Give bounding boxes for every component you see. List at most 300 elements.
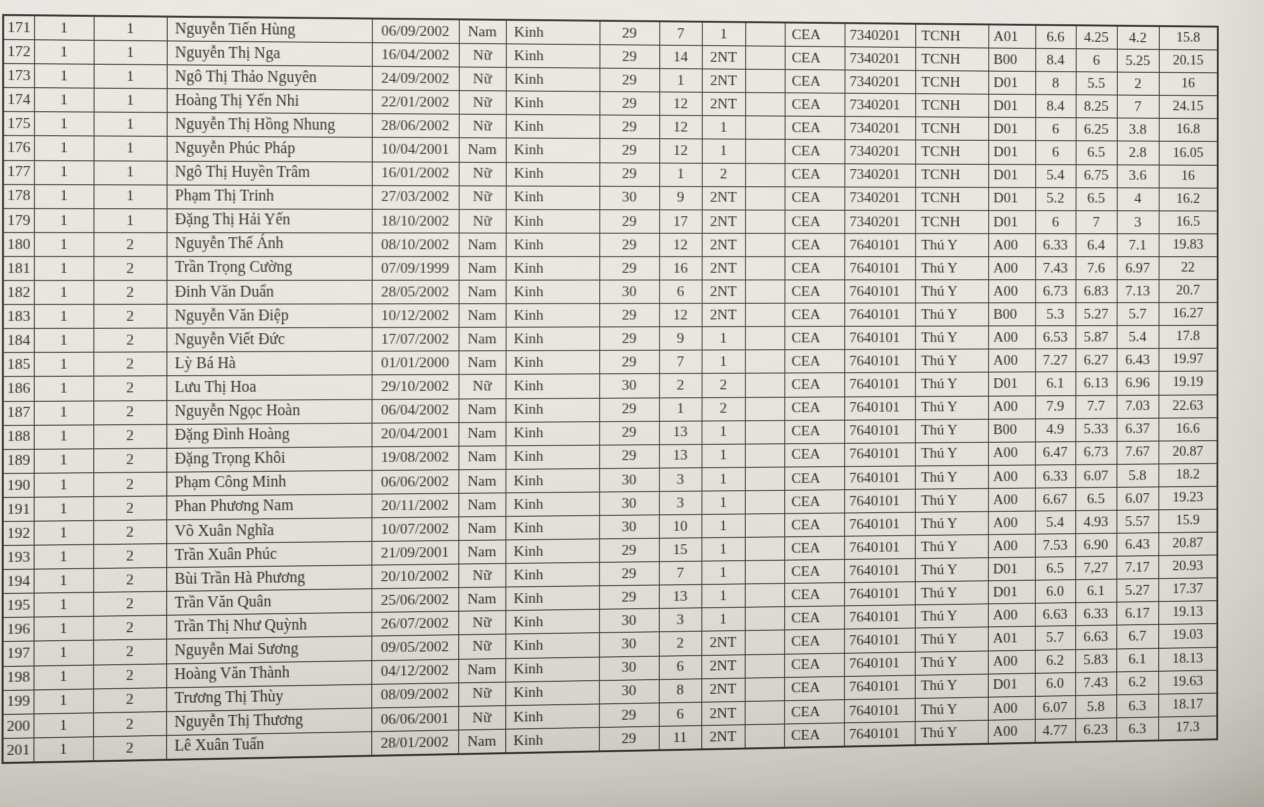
cell-major-code: 7640101 [844, 280, 915, 303]
cell-score-2: 6.73 [1075, 441, 1116, 464]
cell-group-2: 2 [93, 544, 166, 569]
cell-score-3: 4.2 [1117, 26, 1159, 50]
cell-major-name: Thú Y [915, 303, 988, 326]
cell-score-2: 7,27 [1075, 556, 1116, 580]
cell-score-2: 6.5 [1076, 141, 1117, 164]
cell-num-b: 9 [659, 327, 702, 351]
cell-num-b: 12 [659, 139, 702, 163]
cell-score-2: 4.93 [1075, 510, 1116, 534]
cell-ethnicity: Kinh [505, 727, 599, 753]
cell-row-number: 179 [3, 208, 34, 232]
cell-date-of-birth: 24/09/2002 [372, 67, 459, 91]
cell-num-b: 13 [659, 585, 702, 609]
cell-major-name: Thú Y [915, 396, 988, 420]
cell-score-3: 3 [1117, 211, 1159, 234]
cell-blank [745, 724, 784, 749]
cell-gender: Nam [458, 398, 505, 422]
cell-row-number: 184 [3, 329, 34, 353]
cell-major-name: TCNH [915, 24, 988, 48]
cell-total-score: 19.13 [1158, 601, 1217, 625]
cell-subject-block: D01 [988, 94, 1035, 117]
cell-subject-block: A00 [988, 442, 1035, 466]
cell-blank [745, 607, 784, 631]
cell-score-2: 6 [1076, 49, 1117, 72]
cell-unit: CEA [785, 93, 845, 117]
cell-blank [745, 584, 784, 608]
cell-gender: Nam [458, 658, 505, 682]
cell-group-1: 1 [34, 328, 94, 352]
cell-group-2: 2 [93, 687, 166, 712]
cell-major-name: Thú Y [915, 697, 988, 722]
cell-ethnicity: Kinh [505, 445, 599, 469]
cell-full-name: Lỳ Bá Hà [166, 352, 371, 377]
cell-score-1: 8.4 [1035, 95, 1075, 118]
cell-gender: Nữ [459, 186, 506, 210]
cell-subject-block: D01 [988, 372, 1035, 395]
cell-unit: CEA [785, 22, 845, 46]
cell-num-b: 13 [659, 444, 702, 468]
cell-group-1: 1 [33, 713, 93, 738]
cell-score-1: 6.1 [1035, 372, 1075, 395]
cell-unit: CEA [784, 327, 844, 351]
cell-date-of-birth: 09/05/2002 [371, 635, 458, 660]
cell-blank [745, 514, 784, 538]
cell-gender: Nữ [459, 162, 506, 186]
cell-ethnicity: Kinh [505, 680, 599, 705]
cell-total-score: 16 [1159, 73, 1218, 96]
cell-num-a: 29 [599, 139, 659, 163]
cell-gender: Nam [458, 446, 505, 470]
cell-row-number: 193 [3, 545, 34, 569]
cell-num-a: 29 [599, 726, 659, 751]
cell-subject-block: A00 [988, 326, 1035, 349]
cell-major-code: 7640101 [844, 628, 915, 652]
cell-score-2: 6.63 [1075, 625, 1116, 649]
cell-unit: CEA [784, 420, 844, 444]
cell-ethnicity: Kinh [506, 398, 600, 422]
cell-date-of-birth: 20/10/2002 [371, 564, 458, 589]
cell-group-2: 2 [93, 328, 166, 352]
cell-major-name: Thú Y [915, 349, 988, 372]
cell-major-name: Thú Y [915, 535, 988, 559]
cell-group-1: 1 [34, 352, 94, 376]
cell-blank [745, 22, 784, 46]
cell-num-b: 11 [659, 725, 702, 750]
cell-total-score: 16.27 [1159, 303, 1218, 326]
cell-unit: CEA [784, 513, 844, 537]
cell-unit: CEA [784, 257, 844, 280]
cell-date-of-birth: 10/12/2002 [372, 304, 459, 328]
cell-blank [745, 233, 784, 256]
cell-row-number: 201 [3, 738, 34, 763]
cell-group-1: 1 [34, 425, 94, 449]
cell-gender: Nam [459, 351, 506, 375]
cell-date-of-birth: 28/06/2002 [372, 114, 459, 138]
cell-num-a: 29 [599, 21, 659, 46]
cell-gender: Nữ [459, 67, 506, 91]
cell-full-name: Nguyễn Thế Ánh [167, 233, 372, 257]
cell-row-number: 186 [3, 377, 34, 401]
cell-major-name: Thú Y [915, 233, 988, 256]
cell-area-code: 2NT [702, 280, 745, 303]
cell-score-3: 6.2 [1116, 671, 1158, 695]
cell-major-name: Thú Y [915, 720, 988, 745]
cell-group-2: 1 [94, 40, 167, 65]
cell-score-1: 6.63 [1035, 603, 1075, 627]
cell-gender: Nam [459, 304, 506, 328]
cell-group-1: 1 [34, 521, 94, 546]
cell-full-name: Lê Xuân Tuấn [166, 731, 371, 759]
cell-group-1: 1 [34, 232, 94, 256]
cell-num-a: 29 [599, 233, 659, 257]
cell-area-code: 2 [702, 374, 745, 398]
table-row [3, 256, 1218, 280]
cell-num-b: 10 [659, 514, 702, 538]
cell-major-code: 7640101 [844, 233, 915, 256]
cell-area-code: 1 [702, 116, 745, 140]
cell-group-1: 1 [34, 376, 94, 400]
cell-area-code: 2NT [701, 725, 744, 750]
cell-unit: CEA [784, 466, 844, 490]
cell-group-1: 1 [34, 497, 94, 522]
cell-score-2: 5.87 [1075, 326, 1116, 349]
cell-full-name: Nguyễn Ngọc Hoàn [166, 399, 371, 424]
cell-group-2: 2 [93, 448, 166, 473]
table-row [3, 160, 1218, 188]
cell-major-code: 7340201 [844, 93, 915, 117]
cell-subject-block: A01 [988, 627, 1035, 651]
cell-major-code: 7340201 [844, 210, 915, 233]
cell-full-name: Đinh Văn Duẩn [166, 280, 371, 304]
cell-major-name: Thú Y [915, 372, 988, 396]
cell-date-of-birth: 21/09/2001 [371, 541, 458, 566]
cell-blank [745, 186, 784, 209]
cell-score-2: 7.43 [1075, 672, 1116, 696]
cell-unit: CEA [785, 116, 845, 140]
cell-unit: CEA [784, 653, 844, 677]
cell-area-code: 1 [702, 327, 745, 351]
cell-group-1: 1 [33, 689, 93, 714]
cell-gender: Nam [458, 469, 505, 493]
cell-score-1: 6.0 [1035, 580, 1075, 604]
cell-score-3: 5.27 [1116, 579, 1158, 603]
cell-date-of-birth: 10/07/2002 [371, 517, 458, 542]
cell-score-3: 6.07 [1116, 487, 1158, 510]
cell-gender: Nam [458, 540, 505, 564]
cell-total-score: 24.15 [1159, 96, 1218, 119]
cell-gender: Nữ [458, 564, 505, 588]
cell-full-name: Phạm Công Minh [166, 470, 371, 496]
cell-score-3: 3.8 [1117, 118, 1159, 141]
cell-score-3: 5.7 [1117, 303, 1159, 326]
cell-num-b: 1 [659, 69, 702, 93]
cell-blank [745, 93, 784, 117]
cell-area-code: 2 [702, 397, 745, 421]
cell-score-1: 6.2 [1035, 649, 1075, 673]
cell-ethnicity: Kinh [506, 257, 600, 281]
cell-ethnicity: Kinh [505, 657, 599, 682]
cell-row-number: 192 [3, 521, 34, 545]
cell-group-1: 1 [33, 665, 93, 690]
cell-gender: Nữ [458, 634, 505, 658]
cell-num-b: 2 [659, 632, 702, 656]
cell-subject-block: B00 [988, 48, 1035, 72]
cell-row-number: 173 [3, 64, 34, 88]
cell-blank [745, 140, 784, 164]
cell-num-a: 29 [599, 257, 659, 281]
cell-major-name: Thú Y [915, 558, 988, 582]
cell-area-code: 2NT [701, 631, 744, 655]
cell-date-of-birth: 27/03/2002 [372, 185, 459, 209]
cell-group-1: 1 [34, 88, 94, 112]
cell-group-1: 1 [33, 737, 93, 763]
cell-major-code: 7640101 [844, 582, 915, 606]
cell-blank [745, 443, 784, 467]
cell-full-name: Nguyễn Tiến Hùng [167, 17, 372, 43]
cell-blank [745, 654, 784, 678]
cell-num-a: 30 [599, 280, 659, 304]
cell-date-of-birth: 16/01/2002 [372, 162, 459, 186]
cell-score-1: 8 [1035, 72, 1075, 95]
cell-full-name: Phạm Thị Trinh [167, 185, 372, 209]
cell-subject-block: A00 [988, 257, 1035, 280]
cell-area-code: 2NT [701, 654, 744, 678]
cell-major-code: 7640101 [844, 652, 915, 676]
cell-full-name: Ngô Thị Huyền Trâm [167, 161, 372, 186]
cell-score-2: 7.6 [1076, 257, 1117, 280]
cell-group-1: 1 [34, 160, 94, 184]
cell-date-of-birth: 28/05/2002 [372, 280, 459, 304]
cell-group-1: 1 [34, 280, 94, 304]
cell-full-name: Trần Trọng Cường [167, 256, 372, 280]
cell-group-2: 2 [93, 256, 166, 280]
cell-score-2: 7.7 [1075, 395, 1116, 418]
cell-score-3: 6.1 [1116, 648, 1158, 672]
cell-area-code: 2NT [702, 257, 745, 280]
cell-group-1: 1 [34, 401, 94, 425]
cell-num-a: 29 [599, 304, 659, 328]
cell-area-code: 2NT [701, 678, 744, 702]
cell-group-2: 2 [93, 592, 166, 617]
cell-total-score: 19.83 [1159, 234, 1218, 257]
cell-ethnicity: Kinh [505, 563, 599, 588]
cell-unit: CEA [784, 280, 844, 303]
cell-subject-block: A00 [988, 280, 1035, 303]
cell-score-2: 5.33 [1075, 418, 1116, 441]
cell-unit: CEA [785, 163, 845, 187]
cell-subject-block: A01 [988, 24, 1035, 48]
cell-ethnicity: Kinh [505, 468, 599, 492]
cell-blank [745, 560, 784, 584]
cell-date-of-birth: 04/12/2002 [371, 659, 458, 684]
cell-major-name: Thú Y [915, 488, 988, 512]
cell-num-a: 29 [599, 585, 659, 609]
cell-group-2: 1 [93, 208, 166, 232]
cell-row-number: 187 [3, 401, 34, 425]
cell-row-number: 172 [3, 40, 34, 64]
cell-row-number: 174 [3, 88, 34, 112]
table-row [3, 303, 1218, 329]
cell-score-3: 5.57 [1116, 510, 1158, 533]
cell-major-code: 7640101 [844, 489, 915, 513]
cell-major-code: 7640101 [844, 443, 915, 467]
cell-unit: CEA [784, 723, 844, 748]
cell-gender: Nữ [458, 375, 505, 399]
cell-date-of-birth: 08/10/2002 [372, 233, 459, 257]
cell-total-score: 16.8 [1159, 119, 1218, 142]
cell-date-of-birth: 18/10/2002 [372, 209, 459, 233]
cell-group-2: 1 [94, 16, 167, 41]
cell-group-1: 1 [34, 184, 94, 208]
cell-num-a: 30 [599, 374, 659, 398]
cell-total-score: 20.87 [1158, 440, 1217, 463]
cell-ethnicity: Kinh [506, 91, 600, 115]
cell-score-2: 6.23 [1075, 718, 1116, 742]
cell-full-name: Đặng Thị Hải Yến [167, 209, 372, 233]
cell-date-of-birth: 06/04/2002 [372, 399, 459, 423]
cell-ethnicity: Kinh [506, 327, 600, 351]
cell-score-1: 6 [1035, 210, 1075, 233]
cell-subject-block: A00 [988, 465, 1035, 489]
cell-total-score: 16 [1159, 165, 1218, 188]
cell-area-code: 1 [701, 561, 744, 585]
cell-group-1: 1 [34, 304, 94, 328]
cell-group-1: 1 [34, 545, 94, 570]
cell-area-code: 2NT [702, 69, 745, 93]
cell-blank [745, 630, 784, 654]
cell-subject-block: D01 [988, 580, 1035, 604]
cell-gender: Nữ [458, 705, 505, 729]
cell-major-code: 7340201 [844, 163, 915, 187]
cell-num-b: 1 [659, 163, 702, 187]
cell-num-b: 15 [659, 538, 702, 562]
cell-group-2: 1 [94, 88, 167, 112]
cell-major-name: TCNH [915, 47, 988, 71]
cell-major-name: Thú Y [915, 674, 988, 698]
cell-major-code: 7340201 [844, 187, 915, 210]
cell-unit: CEA [784, 303, 844, 326]
cell-ethnicity: Kinh [506, 186, 600, 210]
cell-group-1: 1 [34, 208, 94, 232]
cell-major-code: 7640101 [844, 698, 915, 723]
cell-major-code: 7640101 [844, 559, 915, 583]
cell-major-code: 7640101 [844, 721, 915, 746]
cell-num-a: 29 [599, 703, 659, 728]
cell-total-score: 15.9 [1158, 509, 1217, 533]
cell-num-b: 7 [659, 350, 702, 374]
cell-blank [745, 280, 784, 303]
cell-score-3: 4 [1117, 188, 1159, 211]
cell-ethnicity: Kinh [506, 44, 600, 68]
cell-score-3: 5.8 [1116, 464, 1158, 487]
cell-score-2: 6.75 [1076, 164, 1117, 187]
cell-score-1: 6 [1035, 141, 1075, 164]
table-row [3, 280, 1218, 305]
cell-row-number: 190 [3, 473, 34, 497]
cell-total-score: 19.23 [1158, 486, 1217, 510]
cell-unit: CEA [785, 187, 845, 210]
cell-total-score: 16.05 [1159, 142, 1218, 165]
cell-gender: Nữ [458, 611, 505, 635]
cell-score-1: 5.4 [1035, 511, 1075, 535]
cell-unit: CEA [784, 536, 844, 560]
cell-major-name: Thú Y [915, 581, 988, 605]
cell-gender: Nữ [459, 115, 506, 139]
cell-subject-block: A00 [988, 696, 1035, 720]
cell-group-2: 2 [93, 400, 166, 424]
cell-score-2: 6.90 [1075, 533, 1116, 557]
cell-date-of-birth: 20/11/2002 [371, 493, 458, 518]
cell-full-name: Trương Thị Thùy [166, 684, 371, 711]
cell-score-2: 7 [1076, 210, 1117, 233]
cell-num-b: 6 [659, 655, 702, 679]
cell-unit: CEA [784, 583, 844, 607]
cell-row-number: 200 [3, 714, 34, 739]
cell-score-2: 5.27 [1075, 303, 1116, 326]
cell-date-of-birth: 06/06/2002 [371, 470, 458, 494]
cell-score-2: 6.27 [1075, 349, 1116, 372]
cell-num-b: 12 [659, 116, 702, 140]
cell-total-score: 16.6 [1158, 417, 1217, 440]
cell-area-code: 2NT [702, 93, 745, 117]
cell-score-2: 8.25 [1076, 95, 1117, 118]
cell-subject-block: D01 [988, 164, 1035, 187]
cell-major-name: Thú Y [915, 627, 988, 651]
cell-area-code: 2NT [702, 303, 745, 327]
cell-subject-block: D01 [988, 210, 1035, 233]
cell-score-3: 7.1 [1117, 234, 1159, 257]
cell-num-b: 6 [659, 280, 702, 304]
cell-major-code: 7340201 [845, 23, 916, 47]
cell-score-1: 6.47 [1035, 441, 1075, 464]
cell-ethnicity: Kinh [506, 351, 600, 375]
cell-score-3: 6.3 [1116, 694, 1158, 718]
cell-row-number: 198 [3, 666, 34, 691]
cell-blank [745, 537, 784, 561]
cell-area-code: 2NT [702, 186, 745, 210]
cell-num-a: 29 [599, 209, 659, 233]
cell-unit: CEA [785, 46, 845, 70]
cell-date-of-birth: 06/09/2002 [372, 19, 459, 44]
cell-num-a: 30 [599, 468, 659, 492]
cell-area-code: 1 [702, 350, 745, 374]
cell-row-number: 188 [3, 425, 34, 449]
cell-score-3: 7.17 [1116, 556, 1158, 580]
cell-major-name: TCNH [915, 164, 988, 187]
cell-ethnicity: Kinh [506, 280, 600, 304]
cell-score-1: 5.3 [1035, 303, 1075, 326]
cell-score-3: 7.13 [1117, 280, 1159, 303]
cell-unit: CEA [785, 210, 845, 233]
cell-row-number: 185 [3, 353, 34, 377]
cell-blank [745, 327, 784, 351]
cell-num-a: 29 [599, 444, 659, 468]
cell-full-name: Ngô Thị Thảo Nguyên [167, 65, 372, 90]
cell-num-a: 30 [599, 656, 659, 680]
cell-score-1: 7.27 [1035, 349, 1075, 372]
cell-date-of-birth: 07/09/1999 [372, 257, 459, 281]
cell-major-code: 7640101 [844, 326, 915, 349]
cell-blank [745, 700, 784, 724]
cell-major-code: 7340201 [844, 140, 915, 164]
cell-total-score: 19.03 [1158, 624, 1217, 648]
cell-group-2: 2 [93, 352, 166, 376]
cell-date-of-birth: 19/08/2002 [371, 446, 458, 470]
cell-num-b: 7 [659, 21, 702, 45]
cell-group-1: 1 [34, 64, 94, 88]
cell-gender: Nam [458, 493, 505, 517]
cell-score-1: 4.9 [1035, 418, 1075, 441]
